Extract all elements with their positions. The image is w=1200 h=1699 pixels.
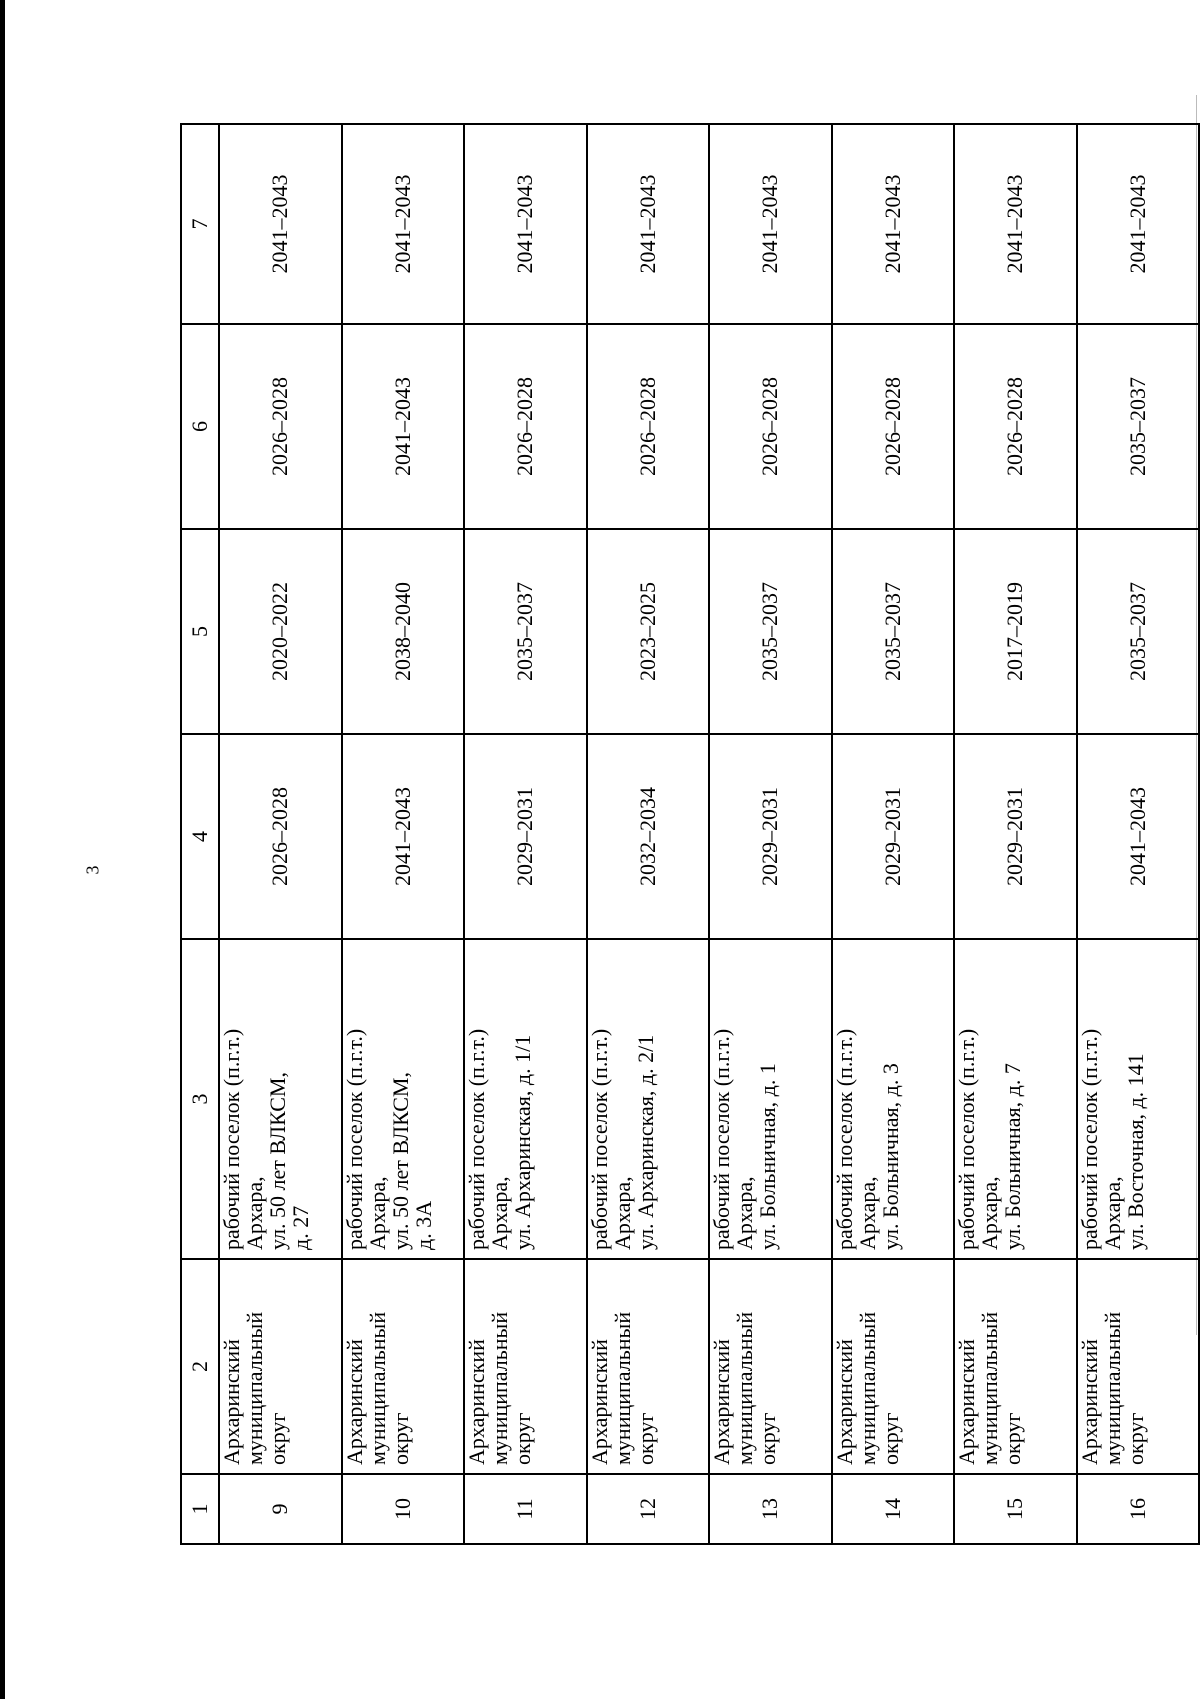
period-col4-cell: 2029–2031 xyxy=(464,734,587,939)
address-cell-line: д. 27 xyxy=(288,1205,314,1250)
district-cell-line: округ xyxy=(632,1412,658,1465)
page-number: 3 xyxy=(82,865,103,875)
district-cell-line: округ xyxy=(265,1412,291,1465)
address-cell xyxy=(342,939,465,1259)
district-cell-line: округ xyxy=(1122,1412,1148,1465)
address-cell-line: рабочий поселок (п.г.т.) xyxy=(341,1028,367,1250)
district-cell-line: округ xyxy=(1000,1412,1026,1465)
table-row xyxy=(709,124,832,1544)
address-cell xyxy=(587,939,710,1259)
district-cell-line: муниципальный xyxy=(1099,1311,1125,1465)
district-cell-line: муниципальный xyxy=(854,1311,880,1465)
table-row xyxy=(464,124,587,1544)
address-cell-line: ул. Больничная, д. 7 xyxy=(1000,1063,1026,1250)
district-cell-line: муниципальный xyxy=(364,1311,390,1465)
period-col4-cell: 2032–2034 xyxy=(587,734,710,939)
period-col4-cell: 2026–2028 xyxy=(219,734,342,939)
table-container xyxy=(180,125,1200,1545)
header-row xyxy=(181,124,219,1544)
row-number-cell: 10 xyxy=(342,1474,465,1544)
row-number-cell: 16 xyxy=(1077,1474,1200,1544)
period-col6-cell: 2041–2043 xyxy=(342,324,465,529)
table-row xyxy=(587,124,710,1544)
address-cell-line: ул. 50 лет ВЛКСМ, xyxy=(265,1072,291,1250)
row-number-cell: 12 xyxy=(587,1474,710,1544)
table-row xyxy=(954,124,1077,1544)
rotated-table-frame xyxy=(180,125,1200,1545)
period-col7-cell: 2041–2043 xyxy=(954,124,1077,324)
address-cell-line: Архара, xyxy=(609,1176,635,1250)
address-cell-line: Архара, xyxy=(854,1176,880,1250)
row-number-cell: 15 xyxy=(954,1474,1077,1544)
address-cell-line: рабочий поселок (п.г.т.) xyxy=(1076,1028,1102,1250)
period-col6-cell: 2035–2037 xyxy=(1077,324,1200,529)
address-cell-line: ул. Больничная, д. 1 xyxy=(755,1063,781,1250)
period-col5-cell: 2035–2037 xyxy=(832,529,955,734)
column-header-5: 5 xyxy=(181,529,219,734)
district-cell-line: муниципальный xyxy=(487,1311,513,1465)
district-cell-line: муниципальный xyxy=(609,1311,635,1465)
district-cell xyxy=(709,1259,832,1474)
district-cell xyxy=(1077,1259,1200,1474)
address-cell-line: Архара, xyxy=(487,1176,513,1250)
address-cell-line: Архара, xyxy=(977,1176,1003,1250)
column-header-4: 4 xyxy=(181,734,219,939)
scan-left-edge xyxy=(0,0,5,1699)
district-cell-line: муниципальный xyxy=(977,1311,1003,1465)
column-header-2: 2 xyxy=(181,1259,219,1474)
address-cell-line: ул. Архаринская, д. 2/1 xyxy=(632,1034,658,1250)
address-cell-line: рабочий поселок (п.г.т.) xyxy=(586,1028,612,1250)
period-col7-cell: 2041–2043 xyxy=(464,124,587,324)
address-cell xyxy=(832,939,955,1259)
address-cell xyxy=(219,939,342,1259)
column-header-3: 3 xyxy=(181,939,219,1259)
period-col4-cell: 2029–2031 xyxy=(954,734,1077,939)
address-cell xyxy=(1077,939,1200,1259)
table-row xyxy=(832,124,955,1544)
period-col4-cell: 2029–2031 xyxy=(832,734,955,939)
table-body xyxy=(219,124,1199,1544)
district-cell xyxy=(342,1259,465,1474)
period-col7-cell: 2041–2043 xyxy=(587,124,710,324)
district-cell-line: Архаринский xyxy=(954,1339,979,1465)
period-col7-cell: 2041–2043 xyxy=(1077,124,1200,324)
district-cell-line: Архаринский xyxy=(341,1339,367,1465)
period-col4-cell: 2041–2043 xyxy=(342,734,465,939)
address-cell-line: Архара, xyxy=(364,1176,390,1250)
address-cell-line: ул. Восточная, д. 141 xyxy=(1122,1053,1148,1250)
period-col7-cell: 2041–2043 xyxy=(832,124,955,324)
period-col7-cell: 2041–2043 xyxy=(342,124,465,324)
period-col6-cell: 2026–2028 xyxy=(587,324,710,529)
address-cell-line: ул. Больничная, д. 3 xyxy=(877,1063,903,1250)
address-cell-line: Архара, xyxy=(1099,1176,1125,1250)
district-cell xyxy=(219,1259,342,1474)
schedule-table xyxy=(180,123,1200,1545)
address-cell-line: рабочий поселок (п.г.т.) xyxy=(219,1028,244,1250)
period-col4-cell: 2029–2031 xyxy=(709,734,832,939)
district-cell-line: Архаринский xyxy=(586,1339,612,1465)
period-col5-cell: 2035–2037 xyxy=(1077,529,1200,734)
district-cell-line: округ xyxy=(510,1412,536,1465)
address-cell-line: Архара, xyxy=(732,1176,758,1250)
district-cell-line: округ xyxy=(755,1412,781,1465)
district-cell-line: округ xyxy=(877,1412,903,1465)
address-cell-line: рабочий поселок (п.г.т.) xyxy=(954,1028,979,1250)
row-number-cell: 14 xyxy=(832,1474,955,1544)
column-header-1: 1 xyxy=(181,1474,219,1544)
column-header-6: 6 xyxy=(181,324,219,529)
period-col5-cell: 2023–2025 xyxy=(587,529,710,734)
period-col6-cell: 2026–2028 xyxy=(464,324,587,529)
period-col5-cell: 2035–2037 xyxy=(709,529,832,734)
address-cell-line: рабочий поселок (п.г.т.) xyxy=(831,1028,857,1250)
period-col5-cell: 2035–2037 xyxy=(464,529,587,734)
period-col7-cell: 2041–2043 xyxy=(219,124,342,324)
district-cell-line: округ xyxy=(387,1412,413,1465)
column-header-7: 7 xyxy=(181,124,219,324)
district-cell-line: Архаринский xyxy=(464,1339,489,1465)
period-col4-cell: 2041–2043 xyxy=(1077,734,1200,939)
district-cell-line: Архаринский xyxy=(831,1339,857,1465)
address-cell-line: рабочий поселок (п.г.т.) xyxy=(709,1028,734,1250)
period-col5-cell: 2017–2019 xyxy=(954,529,1077,734)
address-cell-line: рабочий поселок (п.г.т.) xyxy=(464,1028,489,1250)
period-col6-cell: 2026–2028 xyxy=(709,324,832,529)
district-cell xyxy=(587,1259,710,1474)
period-col6-cell: 2026–2028 xyxy=(832,324,955,529)
district-cell-line: Архаринский xyxy=(709,1339,734,1465)
district-cell-line: муниципальный xyxy=(242,1311,268,1465)
table-row xyxy=(342,124,465,1544)
address-cell-line: ул. 50 лет ВЛКСМ, xyxy=(387,1072,413,1250)
period-col6-cell: 2026–2028 xyxy=(954,324,1077,529)
period-col5-cell: 2020–2022 xyxy=(219,529,342,734)
row-number-cell: 13 xyxy=(709,1474,832,1544)
period-col7-cell: 2041–2043 xyxy=(709,124,832,324)
address-cell xyxy=(954,939,1077,1259)
address-cell xyxy=(709,939,832,1259)
district-cell-line: Архаринский xyxy=(1076,1339,1102,1465)
address-cell-line: д. 3А xyxy=(410,1200,436,1250)
district-cell-line: муниципальный xyxy=(732,1311,758,1465)
district-cell-line: Архаринский xyxy=(219,1339,244,1465)
district-cell xyxy=(954,1259,1077,1474)
address-cell-line: Архара, xyxy=(242,1176,268,1250)
period-col6-cell: 2026–2028 xyxy=(219,324,342,529)
district-cell xyxy=(832,1259,955,1474)
address-cell-line: ул. Архаринская, д. 1/1 xyxy=(510,1034,536,1250)
table-row xyxy=(219,124,342,1544)
period-col5-cell: 2038–2040 xyxy=(342,529,465,734)
row-number-cell: 11 xyxy=(464,1474,587,1544)
table-row xyxy=(1077,124,1200,1544)
district-cell xyxy=(464,1259,587,1474)
address-cell xyxy=(464,939,587,1259)
row-number-cell: 9 xyxy=(219,1474,342,1544)
